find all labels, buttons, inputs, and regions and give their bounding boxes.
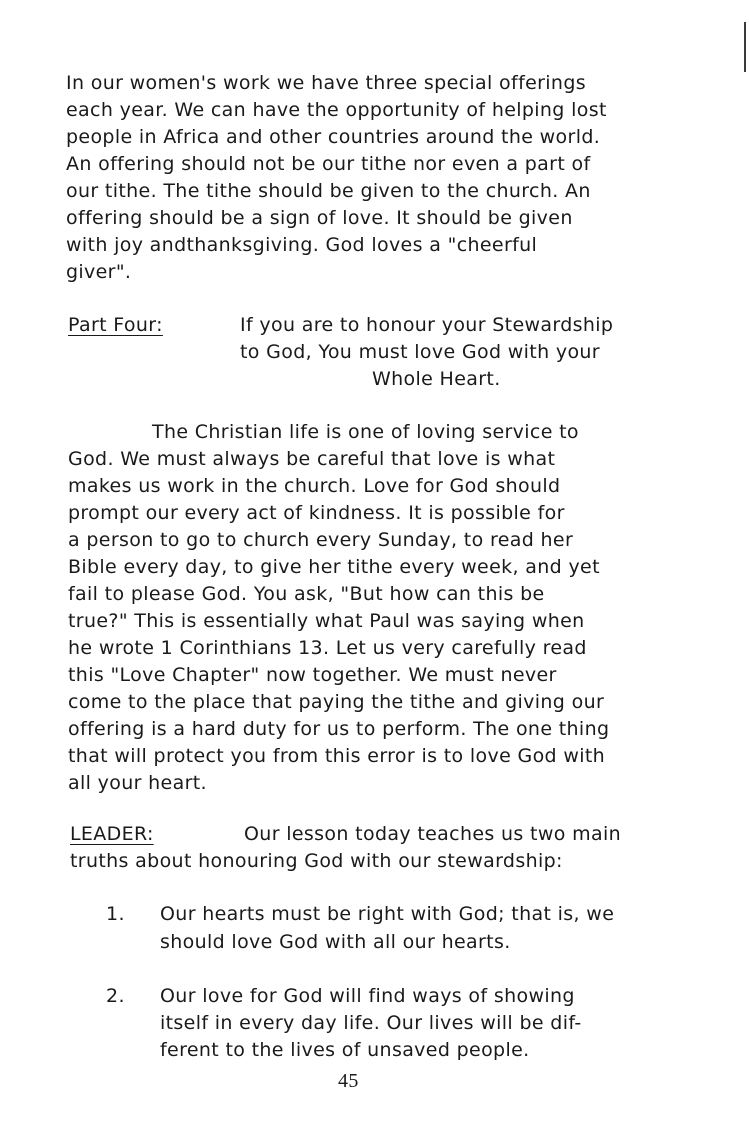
intro-line: people in Africa and other countries around the world. [66, 126, 601, 148]
intro-line: An offering should not be our tithe nor even a part of [66, 153, 591, 175]
list-item-line: ferent to the lives of unsaved people. [160, 1039, 530, 1061]
list-item-line: should love God with all our hearts. [160, 931, 511, 953]
leader-label: LEADER: [70, 823, 154, 845]
list-item-line: Our hearts must be right with God; that is, we [160, 903, 615, 925]
intro-line: In our women's work we have three special offerings [66, 72, 586, 94]
part-four-heading-line: Whole Heart. [372, 368, 501, 390]
part-four-heading-line: to God, You must love God with your [240, 341, 600, 363]
intro-line: each year. We can have the opportunity of helping lost [66, 99, 607, 121]
list-item-number: 1. [106, 903, 125, 925]
page-edge-mark [744, 22, 746, 72]
list-item-line: itself in every day life. Our lives will be dif- [160, 1012, 582, 1034]
body-line: offering is a hard duty for us to perform. The one thing [68, 718, 610, 740]
page-number: 45 [338, 1070, 359, 1092]
body-line: all your heart. [68, 772, 207, 794]
leader-line: truths about honouring God with our stewardship: [70, 850, 563, 872]
body-line: true?" This is essentially what Paul was saying when [68, 610, 585, 632]
body-line: a person to go to church every Sunday, to read her [68, 529, 574, 551]
intro-line: giver". [66, 261, 132, 283]
list-item-number: 2. [106, 985, 125, 1007]
intro-line: our tithe. The tithe should be given to the church. An [66, 180, 591, 202]
body-line: this "Love Chapter" now together. We must never [68, 664, 557, 686]
body-line: makes us work in the church. Love for God should [68, 475, 561, 497]
part-four-heading-line: If you are to honour your Stewardship [240, 314, 614, 336]
intro-line: with joy andthanksgiving. God loves a "cheerful [66, 234, 538, 256]
body-line: he wrote 1 Corinthians 13. Let us very carefully read [68, 637, 587, 659]
body-line: fail to please God. You ask, "But how can this be [68, 583, 545, 605]
body-line: come to the place that paying the tithe and giving our [68, 691, 605, 713]
list-item-line: Our love for God will find ways of showing [160, 985, 575, 1007]
body-line: that will protect you from this error is to love God with [68, 745, 606, 767]
body-line: Bible every day, to give her tithe every week, and yet [68, 556, 600, 578]
body-line: prompt our every act of kindness. It is possible for [68, 502, 565, 524]
leader-line: Our lesson today teaches us two main [244, 823, 621, 845]
intro-line: offering should be a sign of love. It should be given [66, 207, 573, 229]
body-line: The Christian life is one of loving service to [152, 421, 579, 443]
body-line: God. We must always be careful that love is what [68, 448, 556, 470]
part-four-label: Part Four: [68, 314, 163, 336]
